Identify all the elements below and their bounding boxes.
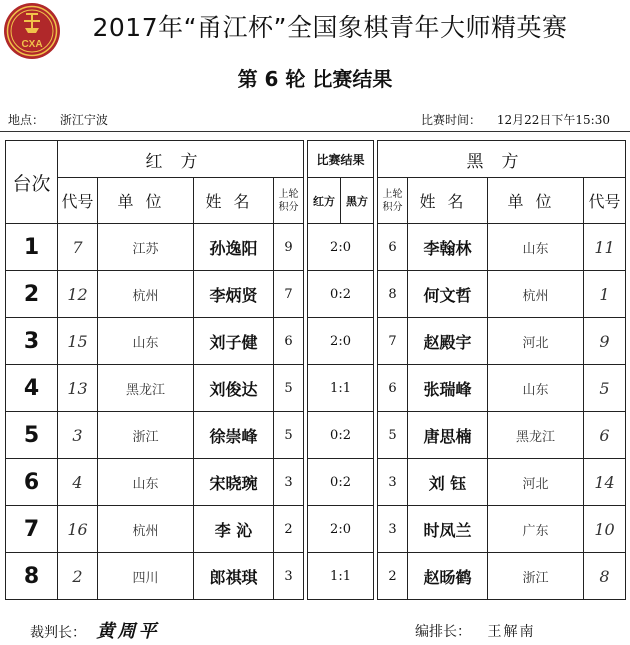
cxa-logo [3,2,61,60]
page-title: 2017年“甬江杯”全国象棋青年大师精英赛 [92,13,568,42]
red-prev-points-header: 上轮积分 [274,178,304,224]
match-score: 2:0 [308,506,374,553]
black-side-header: 黑方 [378,141,626,178]
table-row [6,271,626,318]
table-row [6,506,626,553]
board-number: 2 [6,271,58,318]
board-number: 7 [6,506,58,553]
red-unit: 江苏 [98,224,194,271]
black-unit: 山东 [488,365,584,412]
black-prev-points: 5 [378,412,408,459]
board-number: 4 [6,365,58,412]
black-prev-points: 3 [378,506,408,553]
red-result-header: 红方 [308,178,341,224]
red-unit: 杭州 [98,271,194,318]
arranger-label: 编排长： [415,624,471,640]
red-player-name: 孙逸阳 [194,224,274,271]
black-prev-points: 3 [378,459,408,506]
black-code: 10 [584,506,626,553]
red-player-name: 郎祺琪 [194,553,274,600]
black-player-name: 赵殿宇 [408,318,488,365]
match-score: 1:1 [308,553,374,600]
black-unit: 浙江 [488,553,584,600]
black-result-header: 黑方 [341,178,374,224]
black-code: 14 [584,459,626,506]
red-unit: 四川 [98,553,194,600]
header-row-bottom [6,178,626,224]
red-prev-points: 9 [274,224,304,271]
black-prev-points: 6 [378,365,408,412]
red-prev-points: 2 [274,506,304,553]
chief-referee-name: 黄周平 [96,621,160,642]
board-header: 台次 [6,141,58,224]
red-player-name: 徐崇峰 [194,412,274,459]
red-prev-points: 6 [274,318,304,365]
black-player-name: 何文哲 [408,271,488,318]
black-code: 9 [584,318,626,365]
time-info [421,111,610,129]
black-unit: 山东 [488,224,584,271]
board-number: 1 [6,224,58,271]
red-code: 3 [58,412,98,459]
red-player-name: 刘俊达 [194,365,274,412]
black-unit: 河北 [488,318,584,365]
black-unit: 杭州 [488,271,584,318]
black-player-name: 时凤兰 [408,506,488,553]
red-name-header: 姓名 [194,178,274,224]
table-row [6,365,626,412]
table-row [6,553,626,600]
red-prev-points: 5 [274,365,304,412]
red-code: 15 [58,318,98,365]
red-prev-points: 7 [274,271,304,318]
red-code: 2 [58,553,98,600]
black-name-header: 姓名 [408,178,488,224]
black-unit: 广东 [488,506,584,553]
red-player-name: 李 沁 [194,506,274,553]
table-row [6,224,626,271]
red-player-name: 宋晓琬 [194,459,274,506]
red-code-header: 代号 [58,178,98,224]
black-prev-points: 8 [378,271,408,318]
board-number: 5 [6,412,58,459]
red-side-header: 红方 [58,141,304,178]
black-player-name: 李翰林 [408,224,488,271]
arranger-info [415,620,535,644]
red-unit: 山东 [98,318,194,365]
black-code-header: 代号 [584,178,626,224]
table-row [6,318,626,365]
red-code: 13 [58,365,98,412]
chief-referee-info [30,620,159,644]
black-player-name: 张瑞峰 [408,365,488,412]
red-unit: 黑龙江 [98,365,194,412]
results-table [5,140,626,600]
arranger-name: 王解南 [487,624,536,640]
red-code: 12 [58,271,98,318]
red-unit: 山东 [98,459,194,506]
match-score: 0:2 [308,271,374,318]
location-info [8,111,108,129]
round-subtitle: 第 6 轮 比赛结果 [237,67,393,91]
table-row [6,459,626,506]
red-unit-header: 单位 [98,178,194,224]
board-number: 3 [6,318,58,365]
black-player-name: 赵旸鹤 [408,553,488,600]
match-score: 1:1 [308,365,374,412]
black-code: 8 [584,553,626,600]
black-prev-points: 2 [378,553,408,600]
black-code: 5 [584,365,626,412]
black-code: 6 [584,412,626,459]
black-unit: 黑龙江 [488,412,584,459]
location-label: 地点： [8,113,45,127]
time-label: 比赛时间： [421,113,482,127]
table-row [6,412,626,459]
black-unit: 河北 [488,459,584,506]
time-value: 12月22日下午15:30 [496,113,610,127]
location-value: 浙江宁波 [59,113,108,127]
black-prev-points: 7 [378,318,408,365]
black-code: 11 [584,224,626,271]
match-score: 2:0 [308,224,374,271]
red-prev-points: 3 [274,553,304,600]
header-row-top [6,141,626,178]
board-number: 8 [6,553,58,600]
chief-referee-label: 裁判长： [30,625,86,641]
red-code: 7 [58,224,98,271]
logo-text: CXA [21,39,43,50]
black-unit-header: 单位 [488,178,584,224]
header-divider [0,131,630,132]
red-player-name: 刘子健 [194,318,274,365]
match-score: 0:2 [308,459,374,506]
match-score: 2:0 [308,318,374,365]
red-unit: 浙江 [98,412,194,459]
red-player-name: 李炳贤 [194,271,274,318]
black-player-name: 唐思楠 [408,412,488,459]
red-code: 4 [58,459,98,506]
red-prev-points: 5 [274,412,304,459]
red-prev-points: 3 [274,459,304,506]
black-player-name: 刘 钰 [408,459,488,506]
black-prev-points-header: 上轮积分 [378,178,408,224]
match-score: 0:2 [308,412,374,459]
red-code: 16 [58,506,98,553]
result-header: 比赛结果 [308,141,374,178]
red-unit: 杭州 [98,506,194,553]
black-code: 1 [584,271,626,318]
black-prev-points: 6 [378,224,408,271]
board-number: 6 [6,459,58,506]
